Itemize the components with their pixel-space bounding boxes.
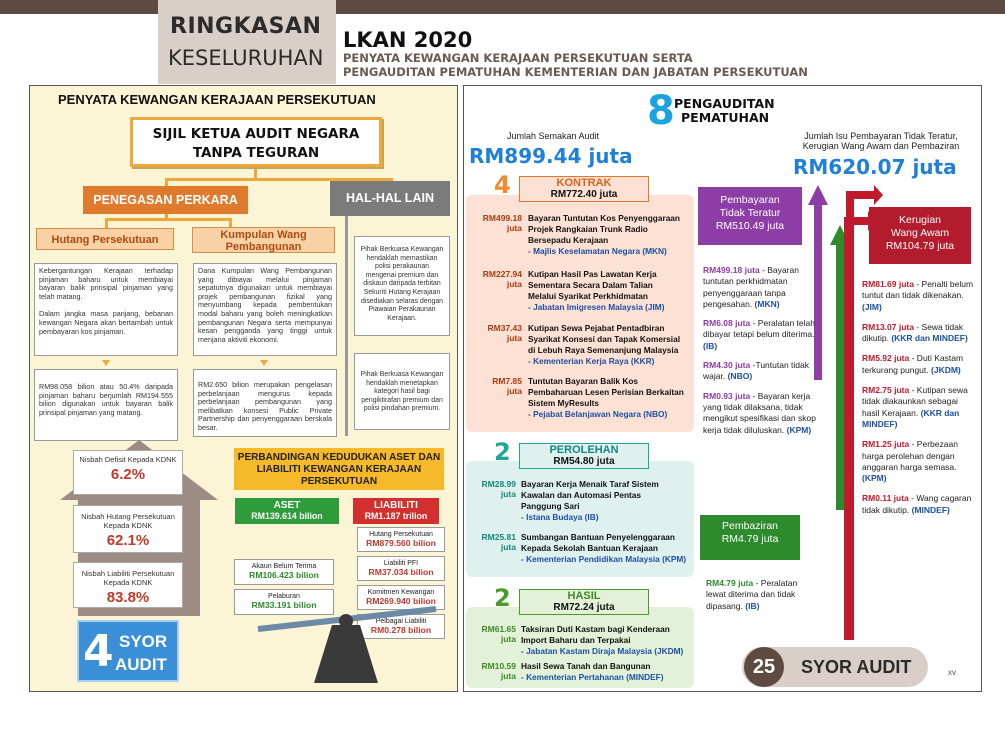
liability-label: LIABILITI bbox=[374, 500, 418, 511]
asset-header bbox=[235, 498, 339, 524]
irregular-items bbox=[703, 265, 828, 436]
emphasis-of-matter: PENEGASAN PERKARA bbox=[83, 186, 248, 214]
amount: RM499.18 juta bbox=[703, 265, 760, 275]
arrow-down-icon bbox=[102, 360, 110, 366]
wastage-item bbox=[706, 578, 806, 612]
fund-figure-box bbox=[193, 369, 337, 437]
text: - Penalti belum tuntut dan tidak dikenakan. bbox=[862, 279, 974, 301]
revenue-title: HASIL bbox=[567, 590, 601, 602]
contract-item-amount bbox=[466, 213, 522, 233]
issues-label-1: Jumlah Isu Pembayaran Tidak Teratur, bbox=[804, 131, 958, 141]
loss-item bbox=[862, 322, 976, 345]
item-line: Taksiran Duti Kastam bagi Kenderaan bbox=[521, 624, 670, 634]
item-agency: - Majlis Keselamatan Negara (MKN) bbox=[528, 246, 667, 256]
revenue-item-amount bbox=[466, 624, 516, 644]
amount: RM227.94 bbox=[482, 269, 522, 279]
amount: RM7.85 bbox=[492, 376, 522, 386]
total-review-label: Jumlah Semakan Audit bbox=[507, 131, 600, 141]
text: - Bayaran tuntutan perkhidmatan penyenggaraan tanpa pengesahan. bbox=[703, 265, 799, 309]
text: -Tuntutan tidak wajar. bbox=[703, 360, 809, 382]
amount: RM4.30 juta bbox=[703, 360, 751, 371]
wastage-items bbox=[706, 578, 806, 612]
amount: RM37.43 bbox=[487, 323, 522, 333]
tag: (NBO) bbox=[727, 371, 753, 382]
other-text-1: Pihak Berkuasa Kewangan hendaklah memastikan polisi perakaunan mengenai premium dan diskaun daripada terbitan Sekuriti Hutang Kerajaan disediakan selaras dengan Piawaian Perakaunan Kerajaan. bbox=[360, 246, 444, 322]
certificate-line2: TANPA TEGURAN bbox=[192, 145, 320, 161]
asset-value: RM139.614 bilion bbox=[251, 511, 323, 521]
amount: RM28.99 bbox=[481, 479, 516, 489]
contract-item bbox=[528, 323, 680, 367]
connector bbox=[165, 178, 168, 186]
item-agency: - Jabatan Kastam Diraja Malaysia (JKDM) bbox=[521, 646, 684, 656]
debt-ratio-label: Nisbah Hutang Persekutuan Kepada KDNK bbox=[81, 512, 175, 530]
procurement-item bbox=[521, 479, 659, 523]
other-matter-2 bbox=[354, 353, 450, 430]
revenue-item-amount bbox=[466, 661, 516, 681]
amount: RM13.07 juta bbox=[862, 321, 914, 332]
debt-ratio-value: 62.1% bbox=[106, 532, 150, 549]
title-line1: RINGKASAN bbox=[170, 14, 322, 39]
loss-item bbox=[862, 279, 976, 313]
connector bbox=[105, 218, 108, 228]
item-line: Tuntutan Bayaran Balik Kos bbox=[528, 376, 639, 386]
certificate-line1: SIJIL KETUA AUDIT NEGARA bbox=[152, 126, 360, 142]
tag: (KPM) bbox=[862, 473, 887, 484]
connector bbox=[345, 216, 348, 436]
contract-label bbox=[519, 176, 649, 202]
loss-item bbox=[862, 439, 976, 484]
item-agency: - Kementerian Kerja Raya (KKR) bbox=[528, 356, 655, 366]
revenue-label bbox=[519, 589, 649, 615]
recommendation-total: 25 bbox=[744, 647, 784, 687]
text: - Peralatan telah dibayar tetapi belum diterima. bbox=[703, 318, 815, 340]
contract-item-amount bbox=[466, 376, 522, 396]
amount: RM6.08 juta bbox=[703, 318, 751, 329]
deficit-ratio-label: Nisbah Defisit Kepada KDNK bbox=[79, 455, 177, 464]
deficit-ratio bbox=[73, 450, 183, 495]
debt-text-box bbox=[34, 263, 178, 356]
text: - Duti Kastam terkurang pungut. bbox=[862, 353, 964, 375]
procurement-count: 2 bbox=[494, 438, 511, 466]
item-agency: - Istana Budaya (IB) bbox=[521, 512, 599, 522]
page-number: xv bbox=[948, 668, 956, 677]
procurement-item-amount bbox=[466, 479, 516, 499]
debt-text-1: Kebergantungan Kerajaan terhadap pinjaman baharu untuk membiayai bayaran balik prinsipal pinjaman yang telah matang. bbox=[39, 266, 173, 301]
liability-ratio-label: Nisbah Liabiliti Persekutuan Kepada KDNK bbox=[81, 569, 175, 587]
item-line: Kutipan Sewa Pejabat Pentadbiran bbox=[528, 323, 665, 333]
contract-item-amount bbox=[466, 323, 522, 343]
contract-item bbox=[528, 376, 684, 420]
connector bbox=[165, 214, 168, 220]
liability-item-label: Pelbagai Liabiliti bbox=[375, 618, 427, 625]
amount: RM61.65 bbox=[481, 624, 516, 634]
comparison-title: PERBANDINGAN KEDUDUKAN ASET DAN LIABILITI KEWANGAN KERAJAAN PERSEKUTUAN bbox=[234, 448, 444, 490]
item-line: Kepada Sekolah Bantuan Kerajaan bbox=[521, 543, 658, 553]
amount: RM0.11 juta bbox=[862, 493, 909, 504]
deficit-ratio-value: 6.2% bbox=[110, 466, 146, 483]
item-line: Sementara Secara Dalam Talian bbox=[528, 280, 653, 290]
item-line: Sumbangan Bantuan Penyelenggaraan bbox=[521, 532, 675, 542]
title-line2: KESELURUHAN bbox=[168, 46, 324, 70]
development-fund-title: Kumpulan Wang Pembangunan bbox=[192, 227, 335, 253]
other-matter-1 bbox=[354, 236, 450, 336]
wastage-title: Pembaziran bbox=[721, 520, 779, 532]
irregular-title-2: Tidak Teratur bbox=[719, 207, 781, 219]
liability-item-value: RM879.560 bilion bbox=[366, 538, 436, 548]
text: - Kutipan sewa tidak diakaunkan sebagai hasil Kerajaan. bbox=[862, 385, 968, 418]
fund-text-2: RM2.650 bilion merupakan pengelasan perbelanjaan mengurus kepada perbelanjaan pembangunan yang melibatkan konsesi Public Private Partnership dan penyenggaraan berskala besar. bbox=[198, 380, 332, 432]
liability-item-label: Hutang Persekutuan bbox=[369, 531, 433, 538]
title-box bbox=[158, 0, 336, 84]
procurement-amount: RM54.80 juta bbox=[553, 456, 615, 467]
liability-item-value: RM269.940 bilion bbox=[366, 596, 436, 606]
liability-item-value: RM37.034 bilion bbox=[368, 567, 434, 577]
debt-figure-box bbox=[34, 369, 178, 441]
procurement-label bbox=[519, 443, 649, 469]
tag: (MKN) bbox=[754, 298, 780, 309]
text: - Peralatan lewat diterima dan tidak dipasang. bbox=[706, 578, 798, 611]
loss-items bbox=[862, 279, 976, 516]
item-line: Import Baharu dan Terpakai bbox=[521, 635, 631, 645]
issues-label-2: Kerugian Wang Awam dan Pembaziran bbox=[802, 141, 960, 151]
recommendation-label2: AUDIT bbox=[115, 655, 167, 674]
loss-title-2: Wang Awam bbox=[890, 227, 950, 239]
item-line: Kawalan dan Automasi Pentas bbox=[521, 490, 642, 500]
unit: juta bbox=[500, 489, 516, 499]
irregular-item bbox=[703, 391, 828, 436]
right-heading-1: PENGAUDITAN bbox=[674, 96, 775, 111]
unit: juta bbox=[500, 634, 516, 644]
item-line: Sistem MyResults bbox=[528, 398, 600, 408]
unit: juta bbox=[506, 223, 522, 233]
tag: (JKDM) bbox=[931, 364, 961, 375]
revenue-item bbox=[521, 661, 663, 683]
loss-item bbox=[862, 385, 976, 430]
item-line: Pembaharuan Lesen Perisian Berkaitan bbox=[528, 387, 684, 397]
unit: juta bbox=[506, 333, 522, 343]
fund-text-1: Dana Kumpulan Wang Pembangunan yang dibiayai melalui pinjaman sepatutnya digunakan untuk membiayai projek pembangunan fizikal yang menyumbang kepada pembentukan modal baharu yang boleh meningkatkan pembangunan Negara serta mempunyai kesan pengganda yang tinggi untuk menjana aktiviti ekonomi. bbox=[198, 266, 332, 344]
tag: (KPM) bbox=[786, 424, 812, 435]
amount: RM25.81 bbox=[481, 532, 516, 542]
irregular-title-1: Pembayaran bbox=[720, 194, 780, 206]
tag: (KKR dan MINDEF) bbox=[862, 407, 960, 429]
issues-label bbox=[795, 131, 967, 151]
fund-text-box bbox=[193, 263, 337, 356]
loss-item bbox=[862, 353, 976, 376]
item-line: Projek Rangkaian Trunk Radio bbox=[528, 224, 648, 234]
contract-item bbox=[528, 269, 665, 313]
recommendation-banner-label: SYOR AUDIT bbox=[801, 657, 912, 677]
asset-item-value: RM33.191 bilion bbox=[251, 600, 317, 610]
item-line: Kutipan Hasil Pas Lawatan Kerja bbox=[528, 269, 657, 279]
item-line: Hasil Sewa Tanah dan Bangunan bbox=[521, 661, 651, 671]
item-agency: - Kementerian Pendidikan Malaysia (KPM) bbox=[521, 554, 687, 564]
left-heading: PENYATA KEWANGAN KERAJAAN PERSEKUTUAN bbox=[58, 92, 376, 107]
tag: (JIM) bbox=[862, 301, 882, 312]
other-matters: HAL-HAL LAIN bbox=[330, 181, 450, 216]
debt-text-3: RM98.058 bilion atau 50.4% daripada pinjaman baharu berjumlah RM194.555 bilion digunakan untuk bayaran balik prinsipal pinjaman yang matang. bbox=[39, 382, 173, 417]
liability-item-label: Liabiliti PFI bbox=[383, 560, 419, 567]
report-subtitle-1: PENYATA KEWANGAN KERAJAAN PERSEKUTUAN SERTA bbox=[343, 51, 693, 65]
loss-value: RM104.79 juta bbox=[885, 240, 955, 252]
irregular-item bbox=[703, 360, 828, 383]
other-text-2: Pihak Berkuasa Kewangan hendaklah menetapkan kategori hasil bagi pengiktirafan premium dan polisi pindahan premium. bbox=[360, 371, 444, 413]
irregular-item bbox=[703, 265, 828, 310]
liability-header bbox=[353, 498, 439, 524]
audit-certificate-box bbox=[130, 117, 382, 167]
item-line: Bayaran Kerja Menaik Taraf Sistem bbox=[521, 479, 659, 489]
amount: RM5.92 juta bbox=[862, 353, 910, 364]
irregular-item bbox=[703, 318, 828, 352]
debt-ratio bbox=[73, 505, 183, 553]
unit: juta bbox=[506, 386, 522, 396]
loss-item bbox=[862, 493, 976, 516]
amount: RM1.25 juta bbox=[862, 439, 910, 450]
report-title: LKAN 2020 bbox=[343, 28, 473, 52]
unit: juta bbox=[500, 671, 516, 681]
item-line: Syarikat Konsesi dan Tapak Komersial bbox=[528, 334, 681, 344]
liability-item bbox=[357, 527, 445, 552]
asset-item-label: Akaun Belum Terima bbox=[251, 563, 317, 570]
procurement-item bbox=[521, 532, 689, 565]
recommendation-label1: SYOR bbox=[119, 632, 168, 651]
contract-amount: RM772.40 juta bbox=[550, 189, 618, 200]
asset-label: ASET bbox=[273, 500, 301, 511]
wastage-box bbox=[700, 515, 800, 560]
header-bar bbox=[0, 0, 1005, 14]
item-agency: - Kementerian Pertahanan (MINDEF) bbox=[521, 672, 664, 682]
procurement-item-amount bbox=[466, 532, 516, 552]
revenue-amount: RM72.24 juta bbox=[553, 602, 615, 613]
audit-count: 8 bbox=[647, 88, 675, 134]
amount: RM2.75 juta bbox=[862, 385, 910, 396]
liability-item-label: Komitmen Kewangan bbox=[367, 589, 435, 596]
asset-item-value: RM106.423 bilion bbox=[249, 570, 319, 580]
loss-title-1: Kerugian bbox=[898, 214, 942, 226]
revenue-item bbox=[521, 624, 683, 657]
liability-value: RM1.187 trilion bbox=[364, 511, 428, 521]
tag: (IB) bbox=[703, 340, 718, 351]
recommendations-box bbox=[77, 620, 179, 682]
asset-item bbox=[234, 559, 334, 585]
contract-item bbox=[528, 213, 680, 257]
asset-item-label: Pelaburan bbox=[268, 593, 300, 600]
irregular-payment-box bbox=[698, 187, 802, 245]
tag: (KKR dan MINDEF) bbox=[891, 333, 968, 344]
contract-count: 4 bbox=[494, 171, 511, 199]
text: - Bayaran kerja yang tidak dilaksana, tidak mengikut spesifikasi dan skop kerja tidak diluluskan. bbox=[703, 390, 816, 435]
wastage-value: RM4.79 juta bbox=[721, 533, 779, 545]
liability-ratio-value: 83.8% bbox=[106, 589, 150, 606]
tag: (IB) bbox=[745, 600, 760, 611]
federal-debt-title: Hutang Persekutuan bbox=[36, 228, 174, 250]
public-loss-box bbox=[869, 207, 971, 264]
irregular-value: RM510.49 juta bbox=[715, 220, 785, 232]
item-agency: - Jabatan Imigresen Malaysia (JIM) bbox=[528, 302, 665, 312]
report-subtitle-2: PENGAUDITAN PEMATUHAN KEMENTERIAN DAN JABATAN PERSEKUTUAN bbox=[343, 65, 808, 79]
unit: juta bbox=[506, 279, 522, 289]
total-review-value: RM899.44 juta bbox=[469, 144, 633, 168]
liability-ratio bbox=[73, 562, 183, 608]
amount: RM10.59 bbox=[481, 661, 516, 671]
text: - Sewa tidak dikutip. bbox=[862, 321, 964, 344]
balance-scale-icon bbox=[236, 605, 450, 685]
amount: RM499.18 bbox=[482, 213, 522, 223]
amount: RM0.93 juta bbox=[703, 390, 751, 401]
unit: juta bbox=[500, 542, 516, 552]
amount: RM4.79 juta bbox=[706, 578, 754, 588]
item-line: di Lebuh Raya Semenanjung Malaysia bbox=[528, 345, 679, 355]
liability-item bbox=[357, 556, 445, 581]
contract-item-amount bbox=[466, 269, 522, 289]
revenue-count: 2 bbox=[494, 584, 511, 612]
procurement-title: PEROLEHAN bbox=[549, 444, 619, 456]
issues-value: RM620.07 juta bbox=[793, 155, 957, 179]
liability-item-value: RM0.278 bilion bbox=[370, 625, 432, 635]
contract-title: KONTRAK bbox=[556, 177, 612, 189]
item-line: Bersepadu Kerajaan bbox=[528, 235, 609, 245]
text: - Wang cagaran tidak dikutip. bbox=[862, 493, 972, 515]
item-line: Melalui Syarikat Perkhidmatan bbox=[528, 291, 648, 301]
right-heading-2: PEMATUHAN bbox=[681, 110, 770, 125]
recommendation-count: 4 bbox=[83, 626, 114, 677]
text: - Perbezaan harga perolehan dengan anggaran harga semasa. bbox=[862, 439, 958, 472]
debt-text-2: Dalam jangka masa panjang, bebanan kewangan Negara akan bertambah untuk pembayaran kos pinjaman. bbox=[39, 309, 173, 336]
tag: (MINDEF) bbox=[911, 504, 950, 515]
arrow-down-icon bbox=[260, 360, 268, 366]
item-line: Panggung Sari bbox=[521, 501, 580, 511]
amount: RM81.69 juta bbox=[862, 279, 914, 289]
item-line: Bayaran Tuntutan Kos Penyenggaraan bbox=[528, 213, 680, 223]
item-agency: - Pejabat Belanjawan Negara (NBO) bbox=[528, 409, 668, 419]
